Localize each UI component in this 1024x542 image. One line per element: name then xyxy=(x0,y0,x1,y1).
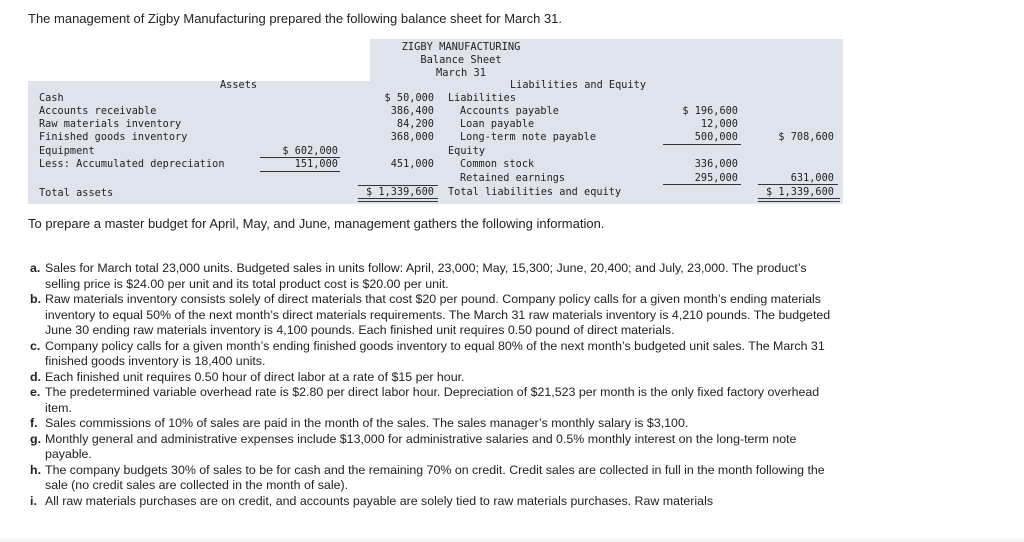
note-text: Sales commissions of 10% of sales are paid in the month of the sales. The sales manager’s monthly salary is $3,100. xyxy=(45,416,689,430)
equity-label-common-stock: Common stock xyxy=(460,159,535,170)
sheet-date: March 31 xyxy=(435,67,487,79)
equity-value-retained-earnings: 295,000 xyxy=(694,173,738,184)
net-equipment-rule xyxy=(260,171,340,172)
bottom-edge xyxy=(0,536,1024,542)
liability-value-loan-payable: 12,000 xyxy=(700,119,738,130)
liability-label-loan-payable: Loan payable xyxy=(460,119,535,130)
company-name: ZIGBY MANUFACTURING xyxy=(401,41,521,53)
note-e xyxy=(30,385,845,416)
asset-value-finished-goods: 368,000 xyxy=(390,132,434,143)
intro-text: The management of Zigby Manufacturing prepared the following balance sheet for March 31. xyxy=(28,11,563,26)
asset-label-equipment: Equipment xyxy=(39,146,95,157)
note-text: Company policy calls for a given month’s ending finished goods inventory to equal 80% of the next month’s budgeted unit sales. The March 31 finished goods inventory is 18,400 units. xyxy=(45,338,825,368)
note-h xyxy=(30,463,845,494)
total-assets-top-rule xyxy=(358,185,438,186)
asset-value-net-equipment: 451,000 xyxy=(390,159,434,170)
note-letter: c. xyxy=(30,338,41,353)
total-assets-double-rule xyxy=(358,198,438,202)
liability-value-note-payable: 500,000 xyxy=(694,132,738,143)
note-d xyxy=(30,370,845,386)
equity-heading: Equity xyxy=(448,146,486,157)
asset-label-cash: Cash xyxy=(39,93,64,104)
liability-label-note-payable: Long-term note payable xyxy=(460,132,597,143)
asset-value-depreciation: 151,000 xyxy=(294,159,338,170)
asset-label-finished-goods: Finished goods inventory xyxy=(39,132,188,143)
asset-value-raw-materials: 84,200 xyxy=(396,119,434,130)
note-i xyxy=(30,494,845,510)
liabilities-heading: Liabilities xyxy=(448,93,517,104)
note-text: Raw materials inventory consists solely of direct materials that cost $20 per pound. Company policy calls for a given month’s ending materials inventory to equal 50% of the next month’s direct materials requirements. The March 31 raw materials inventory is 4,210 pounds. The budgeted June 30 ending raw materials inventory is 4,100 pounds. Each finished unit requires 0.50 pound of direct materials. xyxy=(45,292,831,337)
sheet-title: Balance Sheet xyxy=(420,54,502,66)
asset-value-equipment: $ 602,000 xyxy=(282,146,338,157)
budget-notes xyxy=(30,261,845,509)
note-text: Monthly general and administrative expenses include $13,000 for administrative salaries and 0.5% monthly interest on the long-term note payable. xyxy=(45,431,797,461)
liability-label-accounts-payable: Accounts payable xyxy=(460,106,559,117)
asset-label-depreciation: Less: Accumulated depreciation xyxy=(39,159,225,170)
total-assets-label: Total assets xyxy=(39,188,114,199)
total-liabilities-value: $ 708,600 xyxy=(778,132,834,143)
note-letter: a. xyxy=(30,261,41,275)
note-a xyxy=(30,261,845,292)
note-letter: d. xyxy=(30,369,42,384)
note-c xyxy=(30,339,845,370)
asset-value-receivable: 386,400 xyxy=(390,106,434,117)
equity-value-common-stock: 336,000 xyxy=(694,159,738,170)
note-f xyxy=(30,416,845,432)
total-equity-top-rule xyxy=(758,184,838,185)
note-b xyxy=(30,292,845,339)
equity-label-retained-earnings: Retained earnings xyxy=(460,173,566,184)
liabilities-equity-heading: Liabilities and Equity xyxy=(510,80,647,91)
prep-text: To prepare a master budget for April, May, and June, management gathers the following information. xyxy=(28,216,605,231)
asset-label-receivable: Accounts receivable xyxy=(39,106,157,117)
note-text: The company budgets 30% of sales to be for cash and the remaining 70% on credit. Credit sales are collected in full in the month following the sale (no credit sales are collected in the month of sale). xyxy=(45,462,825,492)
balance-sheet xyxy=(28,39,843,204)
asset-label-raw-materials: Raw materials inventory xyxy=(39,119,182,130)
note-letter: e. xyxy=(30,385,41,399)
total-equity-value: 631,000 xyxy=(790,173,834,184)
note-text: Each finished unit requires 0.50 hour of direct labor at a rate of $15 per hour. xyxy=(45,369,465,384)
note-letter: h. xyxy=(30,462,42,477)
note-text: Sales for March total 23,000 units. Budgeted sales in units follow: April, 23,000; May, 15,300; June, 20,400; and July, 23,000. The product’s selling price is $24.00 per unit and its total product cost is $20.00 per unit. xyxy=(45,261,807,291)
note-letter: b. xyxy=(30,292,42,306)
depreciation-rule xyxy=(260,157,340,158)
equity-rule xyxy=(663,184,741,185)
assets-heading: Assets xyxy=(220,80,258,91)
liability-value-accounts-payable: $ 196,600 xyxy=(682,106,738,117)
total-le-double-rule xyxy=(758,198,840,202)
note-letter: i. xyxy=(30,493,37,508)
total-le-label: Total liabilities and equity xyxy=(448,187,622,198)
total-assets-value: $ 1,339,600 xyxy=(365,187,434,198)
asset-value-cash: $ 50,000 xyxy=(384,93,434,104)
liabilities-rule xyxy=(663,144,741,145)
note-g xyxy=(30,432,845,463)
note-letter: f. xyxy=(30,416,38,430)
total-le-value: $ 1,339,600 xyxy=(765,187,834,198)
note-text: All raw materials purchases are on credit, and accounts payable are solely tied to raw materials purchases. Raw materials xyxy=(45,493,714,508)
note-letter: g. xyxy=(30,431,42,446)
note-text: The predetermined variable overhead rate is $2.80 per direct labor hour. Depreciation of $21,523 per month is the only fixed factory overhead item. xyxy=(45,385,820,415)
